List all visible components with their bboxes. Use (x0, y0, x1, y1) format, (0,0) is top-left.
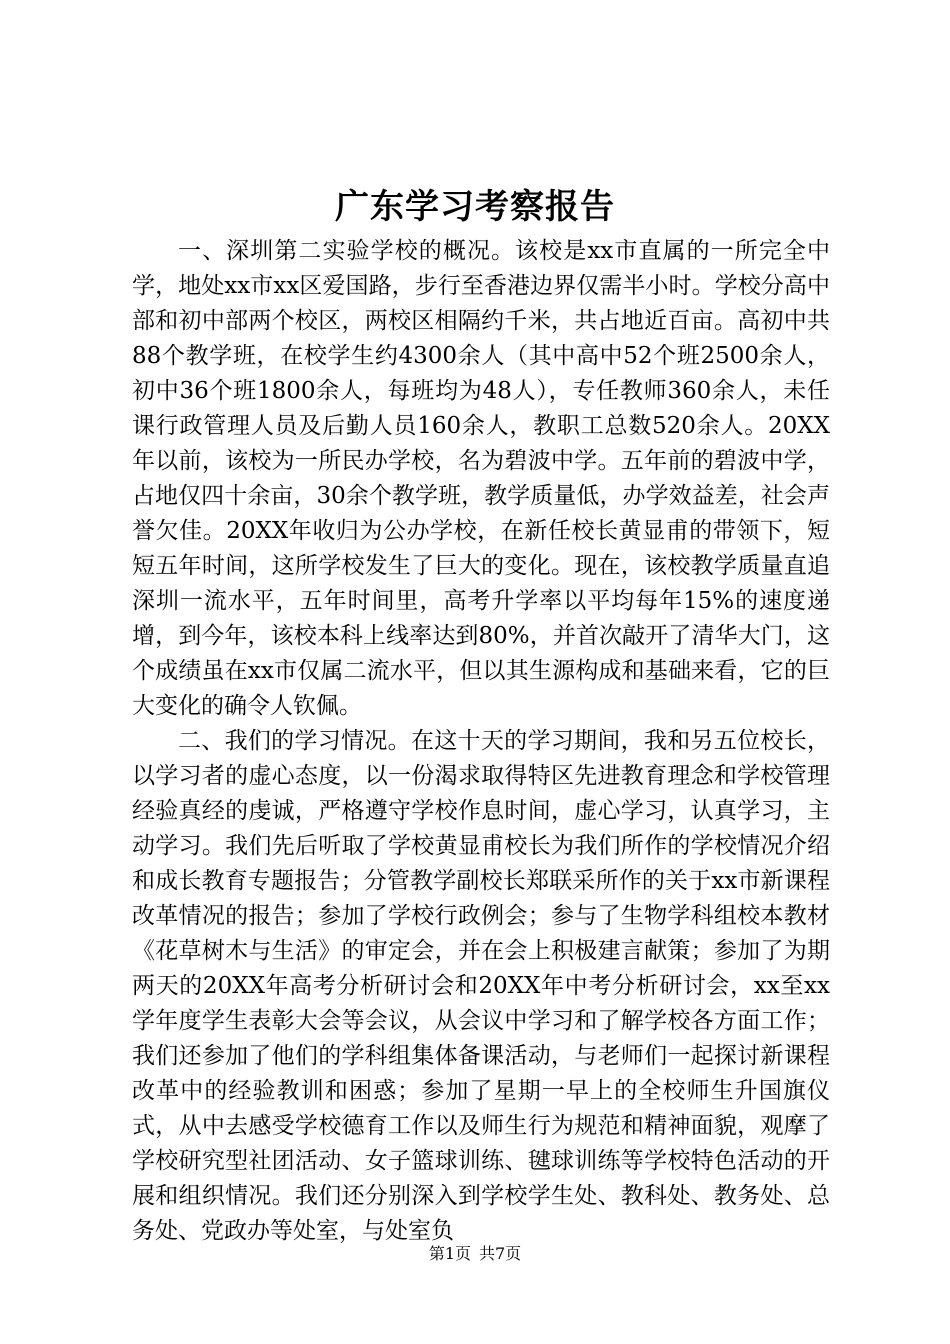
document-body (132, 234, 830, 1249)
page-footer (0, 1243, 950, 1265)
paragraph-study-situation: 二、我们的学习情况。在这十天的学习期间，我和另五位校长，以学习者的虚心态度，以一份渴求取得特区先进教育理念和学校管理经验真经的虔诚，严格遵守学校作息时间，虚心学习，认真学习，主动学习。我们先后听取了学校黄显甫校长为我们所作的学校情况介绍和成长教育专题报告；分管教学副校长郑联采所作的关于xx市新课程改革情况的报告；参加了学校行政例会；参与了生物学科组校本教材《花草树木与生活》的审定会，并在会上积极建言献策；参加了为期两天的20XX年高考分析研讨会和20XX年中考分析研讨会，xx至xx学年度学生表彰大会等会议，从会议中学习和了解学校各方面工作；我们还参加了他们的学科组集体备课活动，与老师们一起探讨新课程改革中的经验教训和困惑；参加了星期一早上的全校师生升国旗仪式，从中去感受学校德育工作以及师生行为规范和精神面貌，观摩了学校研究型社团活动、女子篮球训练、毽球训练等学校特色活动的开展和组织情况。我们还分别深入到学校学生处、教科处、教务处、总务处、党政办等处室，与处室负 (132, 728, 830, 1244)
page-number: 第1页 (428, 1244, 471, 1263)
page-total: 共7页 (479, 1244, 522, 1263)
document-title: 广东学习考察报告 (335, 187, 615, 227)
paragraph-overview: 一、深圳第二实验学校的概况。该校是xx市直属的一所完全中学，地处xx市xx区爱国路，步行至香港边界仅需半小时。学校分高中部和初中部两个校区，两校区相隔约千米，共占地近百亩。高初中共88个教学班，在校学生约4300余人（其中高中52个班2500余人，初中36个班1800余人，每班均为48人），专任教师360余人，未任课行政管理人员及后勤人员160余人，教职工总数520余人。20XX年以前，该校为一所民办学校，名为碧波中学。五年前的碧波中学，占地仅四十余亩，30余个教学班，教学质量低，办学效益差，社会声誉欠佳。20XX年收归为公办学校，在新任校长黄显甫的带领下，短短五年时间，这所学校发生了巨大的变化。现在，该校教学质量直追深圳一流水平，五年时间里，高考升学率以平均每年15%的速度递增，到今年，该校本科上线率达到80%，并首次敲开了清华大门，这个成绩虽在xx市仅属二流水平，但以其生源构成和基础来看，它的巨大变化的确令人钦佩。 (132, 238, 830, 719)
